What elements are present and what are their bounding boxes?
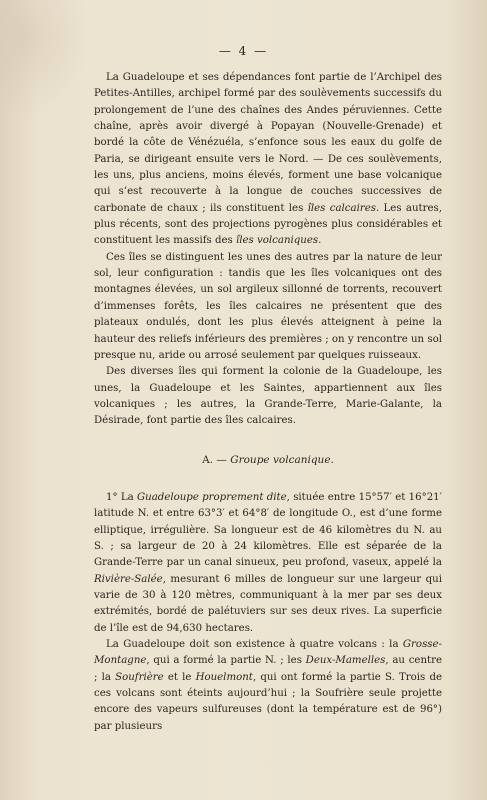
section-heading [94, 452, 442, 468]
italic-run: Houelmont [195, 671, 253, 683]
text-run: , au centre ; la [94, 655, 442, 683]
intro-section [94, 70, 442, 430]
paragraph [94, 70, 442, 250]
text-run: La Guadeloupe et ses dépendances font partie de l’Archipel des Petites-Antilles, archipel formé par des soulèvements successifs du prolongement de l’une des chaînes des Andes péruviennes. Cette chaîne, après avoir divergé à Popayan (Nouvelle-Grenade) et bordé la côte de Vénézuéla, s’enfonce sous les eaux du golfe de Paria, se dirigeant ensuite vers le Nord. — De ces soulèvements, les uns, plus anciens, moins élevés, forment une base volcanique qui s’est recouverte à la longue de couches successives de carbonate de chaux ; ils constituent les [94, 72, 442, 214]
text-run: , qui ont formé la partie S. Trois de ces volcans sont éteints aujourd’hui ; la Soufrière seule projette encore des vapeurs sulfureuses (dont la température est de 96°) par plusieurs [94, 671, 443, 732]
paper-stain [0, 0, 90, 120]
text-run: . Les autres, plus récents, sont des projections pyrogènes plus considérables et constituent les massifs des [94, 202, 442, 247]
text-run: , située entre 15°57′ et 16°21′ latitude N. et entre 63°3′ et 64°8′ de longitude O., est d’une forme elliptique, irrégulière. Sa longueur est de 46 kilomètres du N. au S. ; sa largeur de 20 à 24 kilomètres. Elle est séparée de la Grande-Terre par un canal sinueux, peu profond, vaseux, appelé la [94, 491, 442, 569]
text-run: et le [163, 671, 196, 683]
italic-run: Soufrière [115, 671, 164, 683]
heading-prefix: A. — [202, 453, 231, 466]
page-body [94, 70, 442, 735]
volcanic-section [94, 490, 442, 735]
text-run: Ces îles se distinguent les unes des autres par la nature de leur sol, leur configuration : tandis que les îles volcaniques ont des montagnes élevées, un sol argileux sillonné de torrents, recouvert d’immenses forêts, les îles calcaires ne présentent que des plateaux ondulés, dont les plus élevés atteignent à peine la hauteur des reliefs inférieurs des premières ; on y rencontre un sol presque nu, aride ou arrosé seulement par quelques ruisseaux. [94, 251, 442, 361]
italic-run: îles calcaires [307, 202, 376, 214]
text-run: , mesurant 6 milles de longueur sur une largeur qui varie de 30 à 120 mètres, communiquant à la mer par ses deux extrémités, bordé de palétuviers sur ses deux rives. La superficie de l’île est de 94,630 hectares. [94, 573, 442, 634]
page-number: — 4 — [218, 44, 269, 58]
heading-title: Groupe volcanique [230, 453, 331, 466]
paragraph [94, 637, 442, 735]
paragraph [94, 250, 442, 364]
italic-run: Rivière-Salée [94, 573, 163, 585]
paragraph [94, 364, 442, 429]
heading-suffix: . [330, 453, 334, 466]
italic-run: îles volcaniques [236, 235, 319, 247]
text-run: . [318, 235, 322, 247]
text-run: La Guadeloupe doit son existence à quatre volcans : la [106, 639, 403, 650]
text-run: , qui a formé la partie N. ; les [146, 655, 306, 667]
text-run: Des diverses îles qui forment la colonie de la Guadeloupe, les unes, la Guadeloupe et les Saintes, appartiennent aux îles volcaniques ; les autres, la Grande-Terre, Marie-Galante, la Désirade, font partie des îles calcaires. [94, 366, 442, 427]
italic-run: Deux-Mamelles [305, 655, 386, 667]
paragraph [94, 490, 442, 637]
text-run: 1° La [106, 491, 138, 503]
italic-run: Guadeloupe proprement dite [137, 491, 287, 503]
italic-run: Grosse-Montagne [94, 639, 442, 667]
